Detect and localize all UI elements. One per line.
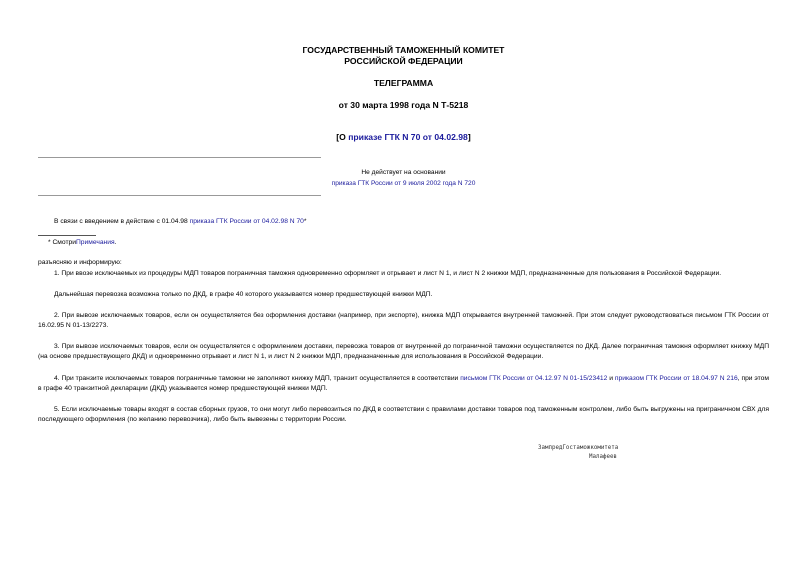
paragraph-1-continued: Дальнейшая перевозка возможна только по ДКД, в графе 40 которого указывается номер предшествующей книжки МДП. bbox=[54, 291, 433, 298]
subject-bracket-close: ] bbox=[467, 132, 471, 142]
issuer-line-1: ГОСУДАРСТВЕННЫЙ ТАМОЖЕННЫЙ КОМИТЕТ bbox=[302, 45, 505, 55]
intro-asterisk: * bbox=[303, 218, 307, 225]
order-70-link[interactable]: приказа ГТК России от 04.02.98 N 70 bbox=[189, 218, 304, 225]
paragraph-4-and: и bbox=[607, 375, 615, 382]
document-date-number: от 30 марта 1998 года N Т-5218 bbox=[338, 100, 469, 110]
order-216-link[interactable]: приказом ГТК России от 18.04.97 N 216 bbox=[614, 375, 738, 382]
paragraph-2: 2. При вывозе исключаемых товаров, если он осуществляется без оформления доставки (например, при экспорте), книжка МДП открывается внутренней таможней. При этом следует руководствоваться письмом ГТК России от 16.02.95 N 01-13/2273. bbox=[38, 312, 769, 330]
paragraph-1: 1. При ввозе исключаемых из процедуры МДП товаров пограничная таможня одновременно оформляет и отрывает и лист N 1, и лист N 2 книжки МДП, предназначенные для пользования в Российской Федерации. bbox=[54, 270, 722, 277]
signatory-position: ЗампредГостаможкомитета bbox=[538, 445, 619, 451]
status-note: Не действует на основании bbox=[361, 169, 446, 176]
subject-bracket-open: [О bbox=[336, 132, 349, 142]
footnote bbox=[48, 238, 648, 248]
paragraph-4-start: 4. При транзите исключаемых товаров пограничные таможни не заполняют книжку МДП, транзит осуществляется в соответствии bbox=[54, 375, 461, 382]
status-note-link-row bbox=[0, 179, 807, 189]
document-type: ТЕЛЕГРАММА bbox=[373, 78, 434, 88]
document-subject bbox=[0, 132, 807, 143]
divider-bottom bbox=[38, 195, 321, 196]
paragraph-3: 3. При вывозе исключаемых товаров, если он осуществляется с оформлением доставки, перевозка товаров от внутренней до пограничной таможни осуществляется по ДКД. Далее пограничная таможня оформляет книжку МДП (на основе предшествующего ДКД) и одновременно отрывает и лист N 1, и лист N 2 книжки МДП, предназначенные для использования в Российской Федерации. bbox=[38, 343, 769, 361]
footnote-divider bbox=[38, 235, 96, 236]
paragraph-4-end: , при этом в графе 40 транзитной декларации (ДКД) указывается номер предшествующей книжки МДП. bbox=[38, 375, 769, 393]
paragraph-5: 5. Если исключаемые товары входят в состав сборных грузов, то они могут либо перевозиться по ДКД в соответствии с правилами доставки товаров под таможенным контролем, либо быть выгружены на приграничном СВХ для последующего оформления (по желанию перевозчика), либо быть вывезены с территории России. bbox=[38, 406, 769, 424]
notes-link[interactable]: Примечания bbox=[75, 239, 115, 246]
intro-text: В связи с введением в действие с 01.04.98 bbox=[54, 218, 190, 225]
signatory-name: Малафеев bbox=[589, 454, 617, 460]
footnote-prefix: * Смотри bbox=[48, 239, 76, 246]
repeal-order-link[interactable]: приказа ГТК России от 9 июля 2002 года N 720 bbox=[331, 180, 476, 187]
paragraph-4 bbox=[38, 374, 769, 394]
letter-01-15-23412-link[interactable]: письмом ГТК России от 04.12.97 N 01-15/23412 bbox=[460, 375, 608, 382]
issuer-line-2: РОССИЙСКОЙ ФЕДЕРАЦИИ bbox=[344, 56, 463, 66]
explain-line: разъясняю и информирую: bbox=[38, 259, 122, 266]
divider-top bbox=[38, 157, 321, 158]
subject-order-link[interactable]: приказе ГТК N 70 от 04.02.98 bbox=[348, 132, 468, 142]
intro-paragraph bbox=[38, 217, 769, 227]
footnote-suffix: . bbox=[114, 239, 117, 246]
